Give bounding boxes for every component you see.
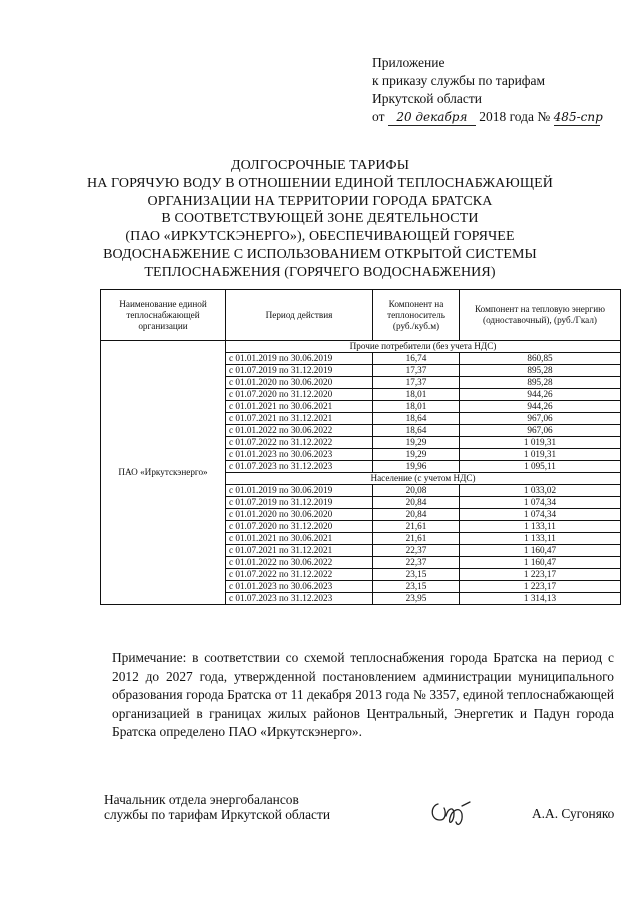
period-cell: с 01.01.2020 по 30.06.2020	[226, 509, 373, 521]
approval-line-2: к приказу службы по тарифам	[372, 73, 546, 88]
carrier-cell: 23,15	[373, 569, 460, 581]
period-cell: с 01.01.2021 по 30.06.2021	[226, 401, 373, 413]
approval-year-text: 2018 года №	[479, 109, 551, 124]
header-period: Период действия	[226, 290, 373, 341]
note-paragraph: Примечание: в соответствии со схемой теплоснабжения города Братска на период с 2012 до 2027 года, утвержденной постановлением администрации муниципального образования города Братска от 11 декабря 2013 года № 3357, единой теплоснабжающей организацией в границах жилых районов Центральный, Энергетик и Падун города Братска определено ПАО «Иркутскэнерго».	[112, 650, 614, 740]
carrier-cell: 22,37	[373, 557, 460, 569]
carrier-cell: 18,01	[373, 389, 460, 401]
period-cell: с 01.01.2019 по 30.06.2019	[226, 353, 373, 365]
handwritten-signature	[428, 796, 476, 830]
period-cell: с 01.01.2019 по 30.06.2019	[226, 485, 373, 497]
section-label: Прочие потребители (без учета НДС)	[226, 341, 621, 353]
carrier-cell: 21,61	[373, 521, 460, 533]
period-cell: с 01.07.2020 по 31.12.2020	[226, 389, 373, 401]
signer-position	[104, 792, 424, 822]
carrier-cell: 23,15	[373, 581, 460, 593]
energy-cell: 1 160,47	[460, 557, 621, 569]
carrier-cell: 19,29	[373, 437, 460, 449]
energy-cell: 1 314,13	[460, 593, 621, 605]
energy-cell: 1 019,31	[460, 437, 621, 449]
title-line: (ПАО «ИРКУТСКЭНЕРГО»), ОБЕСПЕЧИВАЮЩЕЙ ГОРЯЧЕЕ	[125, 229, 515, 245]
carrier-cell: 22,37	[373, 545, 460, 557]
period-cell: с 01.01.2022 по 30.06.2022	[226, 425, 373, 437]
period-cell: с 01.07.2020 по 31.12.2020	[226, 521, 373, 533]
energy-cell: 967,06	[460, 413, 621, 425]
signer-name: А.А. Сугоняко	[532, 806, 615, 821]
energy-cell: 944,26	[460, 389, 621, 401]
energy-cell: 860,85	[460, 353, 621, 365]
carrier-cell: 23,95	[373, 593, 460, 605]
period-cell: с 01.01.2021 по 30.06.2021	[226, 533, 373, 545]
carrier-cell: 19,29	[373, 449, 460, 461]
title-line: ОРГАНИЗАЦИИ НА ТЕРРИТОРИИ ГОРОДА БРАТСКА	[147, 193, 493, 209]
carrier-cell: 17,37	[373, 377, 460, 389]
period-cell: с 01.07.2021 по 31.12.2021	[226, 413, 373, 425]
period-cell: с 01.01.2020 по 30.06.2020	[226, 377, 373, 389]
energy-cell: 1 074,34	[460, 509, 621, 521]
period-cell: с 01.01.2023 по 30.06.2023	[226, 449, 373, 461]
section-row	[101, 341, 621, 353]
period-cell: с 01.07.2022 по 31.12.2022	[226, 569, 373, 581]
energy-cell: 1 095,11	[460, 461, 621, 473]
period-cell: с 01.01.2022 по 30.06.2022	[226, 557, 373, 569]
energy-cell: 1 223,17	[460, 569, 621, 581]
energy-cell: 1 133,11	[460, 533, 621, 545]
approval-date-line	[372, 108, 632, 126]
approval-handwritten-number: 485-спр	[553, 110, 603, 124]
carrier-cell: 20,08	[373, 485, 460, 497]
energy-cell: 967,06	[460, 425, 621, 437]
approval-block	[372, 54, 632, 126]
tariff-table	[100, 289, 621, 605]
approval-handwritten-date: 20 декабря	[388, 110, 476, 126]
carrier-cell: 18,64	[373, 413, 460, 425]
approval-line-1: Приложение	[372, 55, 445, 70]
signer-position-line-1: Начальник отдела энергобалансов	[104, 792, 299, 807]
energy-cell: 1 223,17	[460, 581, 621, 593]
header-carrier: Компонент на теплоноситель (руб./куб.м)	[373, 290, 460, 341]
energy-cell: 1 019,31	[460, 449, 621, 461]
energy-cell: 944,26	[460, 401, 621, 413]
title-line: ТЕПЛОСНАБЖЕНИЯ (ГОРЯЧЕГО ВОДОСНАБЖЕНИЯ)	[144, 264, 496, 280]
carrier-cell: 18,01	[373, 401, 460, 413]
period-cell: с 01.07.2021 по 31.12.2021	[226, 545, 373, 557]
energy-cell: 895,28	[460, 365, 621, 377]
energy-cell: 1 133,11	[460, 521, 621, 533]
title-line: НА ГОРЯЧУЮ ВОДУ В ОТНОШЕНИИ ЕДИНОЙ ТЕПЛОСНАБЖАЮЩЕЙ	[87, 175, 553, 191]
energy-cell: 1 074,34	[460, 497, 621, 509]
carrier-cell: 20,84	[373, 497, 460, 509]
period-cell: с 01.07.2022 по 31.12.2022	[226, 437, 373, 449]
title-line: ДОЛГОСРОЧНЫЕ ТАРИФЫ	[230, 158, 410, 173]
header-energy: Компонент на тепловую энергию (одноставочный), (руб./Гкал)	[460, 290, 621, 341]
approval-from-word: от	[372, 109, 385, 124]
carrier-cell: 20,84	[373, 509, 460, 521]
energy-cell: 1 160,47	[460, 545, 621, 557]
carrier-cell: 17,37	[373, 365, 460, 377]
carrier-cell: 21,61	[373, 533, 460, 545]
header-org: Наименование единой теплоснабжающей организации	[101, 290, 226, 341]
document-title	[60, 157, 580, 282]
carrier-cell: 19,96	[373, 461, 460, 473]
title-line: В СООТВЕТСТВУЮЩЕЙ ЗОНЕ ДЕЯТЕЛЬНОСТИ	[161, 211, 479, 227]
period-cell: с 01.01.2023 по 30.06.2023	[226, 581, 373, 593]
table-header-row	[101, 290, 621, 341]
section-label: Население (с учетом НДС)	[226, 473, 621, 485]
period-cell: с 01.07.2019 по 31.12.2019	[226, 365, 373, 377]
title-line: ВОДОСНАБЖЕНИЕ С ИСПОЛЬЗОВАНИЕМ ОТКРЫТОЙ СИСТЕМЫ	[103, 246, 537, 262]
carrier-cell: 18,64	[373, 425, 460, 437]
org-name-cell: ПАО «Иркутскэнерго»	[101, 341, 226, 605]
period-cell: с 01.07.2023 по 31.12.2023	[226, 593, 373, 605]
period-cell: с 01.07.2023 по 31.12.2023	[226, 461, 373, 473]
carrier-cell: 16,74	[373, 353, 460, 365]
signer-position-line-2: службы по тарифам Иркутской области	[104, 807, 330, 822]
approval-line-3: Иркутской области	[372, 91, 483, 106]
period-cell: с 01.07.2019 по 31.12.2019	[226, 497, 373, 509]
energy-cell: 1 033,02	[460, 485, 621, 497]
energy-cell: 895,28	[460, 377, 621, 389]
